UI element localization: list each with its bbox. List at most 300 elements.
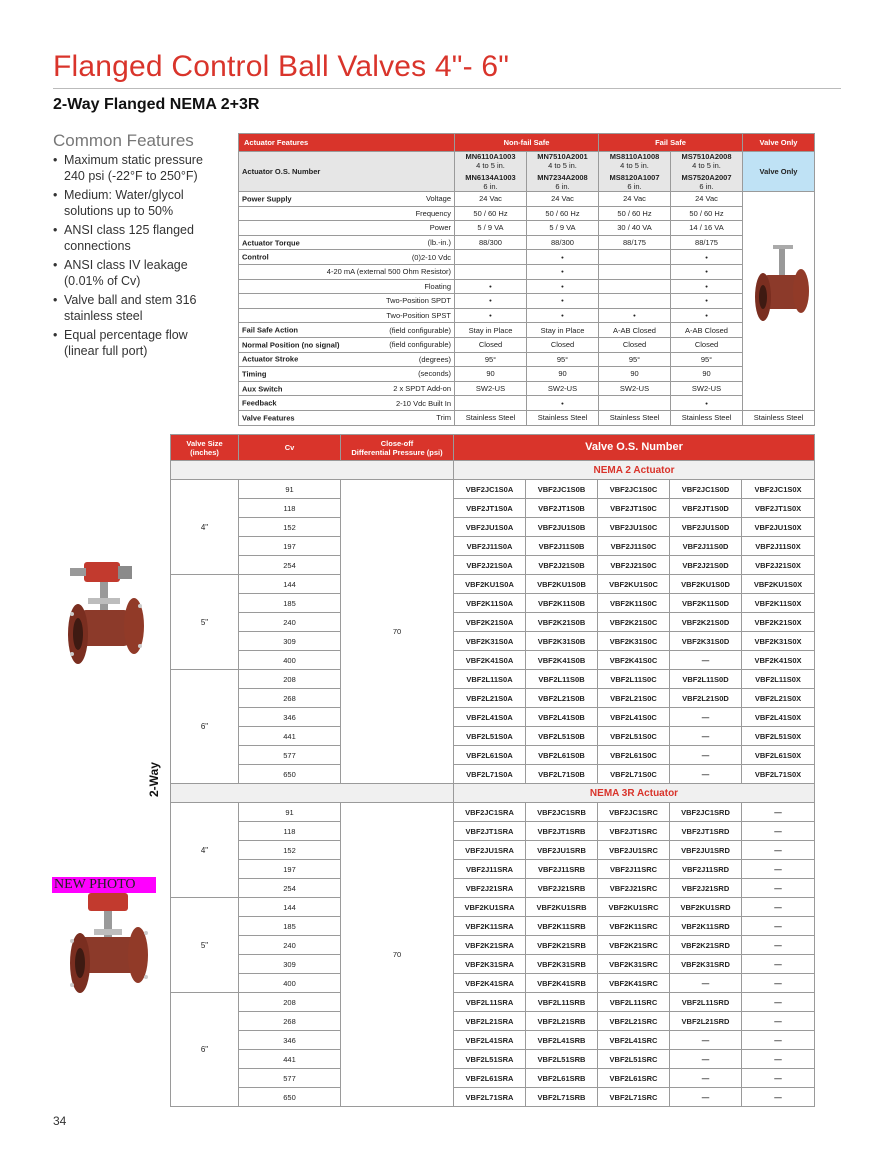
spec-cell: SW2-US: [599, 381, 671, 396]
spec-cell: [599, 396, 671, 411]
part-number-cell: VBF2K21S0B: [526, 613, 598, 632]
part-number-cell: —: [742, 1031, 815, 1050]
part-number-cell: VBF2JC1SRC: [598, 803, 670, 822]
part-number-cell: VBF2JC1SRB: [526, 803, 598, 822]
table-row: [171, 1088, 815, 1107]
part-number-cell: VBF2L41SRB: [526, 1031, 598, 1050]
spec-cell: [455, 396, 527, 411]
spec-row-label: Normal Position (no signal): [242, 340, 340, 350]
spec-cell: Stainless Steel: [671, 410, 743, 425]
spec-os-row: [239, 152, 815, 192]
part-number-cell: VBF2J21SRA: [454, 879, 526, 898]
spec-cell: 90: [455, 367, 527, 382]
os-top-sub: 4 to 5 in.: [548, 161, 577, 170]
part-number-cell: VBF2K11S0B: [526, 594, 598, 613]
spec-row-label: Feedback: [242, 398, 277, 408]
cv-cell: 152: [239, 518, 341, 537]
part-number-cell: VBF2L41SRA: [454, 1031, 526, 1050]
part-number-cell: VBF2L51SRC: [598, 1050, 670, 1069]
part-number-cell: VBF2K31S0X: [742, 632, 815, 651]
part-number-cell: VBF2L51SRA: [454, 1050, 526, 1069]
actuator-os-number: [455, 152, 527, 192]
part-number-cell: VBF2L21S0D: [670, 689, 742, 708]
part-number-cell: —: [742, 993, 815, 1012]
spec-row-label-cell: [239, 279, 455, 294]
spec-cell: •: [671, 279, 743, 294]
close-off-cell: 70: [341, 803, 454, 1107]
spec-row-desc: (lb.-in.): [427, 238, 451, 248]
part-number-cell: VBF2K11S0C: [598, 594, 670, 613]
spec-cell: 95°: [671, 352, 743, 367]
part-number-cell: VBF2L41S0C: [598, 708, 670, 727]
spec-cell: 50 / 60 Hz: [455, 206, 527, 221]
spec-cell: Stainless Steel: [455, 410, 527, 425]
spec-row: [239, 352, 815, 367]
spec-row-label-cell: [239, 367, 455, 382]
valve-part-number-table: [170, 434, 815, 1107]
part-number-cell: VBF2JC1SRD: [670, 803, 742, 822]
spec-row-desc: (0)2-10 Vdc: [411, 252, 451, 262]
part-number-cell: VBF2J11SRD: [670, 860, 742, 879]
os-top-sub: 4 to 5 in.: [620, 161, 649, 170]
part-number-cell: —: [670, 1050, 742, 1069]
valve-size-cell: 6": [171, 670, 239, 784]
part-number-cell: VBF2L21SRB: [526, 1012, 598, 1031]
part-number-cell: VBF2L61S0A: [454, 746, 526, 765]
feature-item: • Valve ball and stem 316 stainless steel: [53, 292, 223, 324]
part-number-cell: VBF2L51SRB: [526, 1050, 598, 1069]
part-number-cell: VBF2L11SRB: [526, 993, 598, 1012]
part-number-cell: —: [742, 936, 815, 955]
spec-cell: 88/300: [527, 235, 599, 250]
feature-item: • ANSI class IV leakage (0.01% of Cv): [53, 257, 223, 289]
part-number-cell: —: [742, 803, 815, 822]
part-number-cell: —: [742, 1088, 815, 1107]
part-number-cell: VBF2L21SRC: [598, 1012, 670, 1031]
part-number-cell: VBF2J11S0D: [670, 537, 742, 556]
part-number-cell: VBF2KU1SRC: [598, 898, 670, 917]
part-number-cell: VBF2L71SRA: [454, 1088, 526, 1107]
cv-cell: 144: [239, 575, 341, 594]
spec-row-label: Power Supply: [242, 194, 292, 204]
part-number-cell: VBF2K31S0A: [454, 632, 526, 651]
section-row: [171, 461, 815, 480]
part-number-cell: VBF2L51S0B: [526, 727, 598, 746]
part-number-cell: VBF2KU1S0D: [670, 575, 742, 594]
table-row: [171, 575, 815, 594]
cv-cell: 309: [239, 955, 341, 974]
spec-row: [239, 367, 815, 382]
spec-cell: Closed: [671, 337, 743, 352]
part-number-cell: VBF2J21S0A: [454, 556, 526, 575]
part-number-cell: VBF2J21SRC: [598, 879, 670, 898]
spec-row-desc: Power: [429, 223, 451, 233]
part-number-cell: VBF2JU1S0X: [742, 518, 815, 537]
part-number-cell: VBF2K11S0D: [670, 594, 742, 613]
table-row: [171, 993, 815, 1012]
feature-item: • Equal percentage flow (linear full port): [53, 327, 223, 359]
os-top: MN7510A2001: [537, 152, 588, 161]
part-number-cell: —: [742, 860, 815, 879]
spec-cell: 88/175: [671, 235, 743, 250]
part-number-cell: VBF2K41S0B: [526, 651, 598, 670]
actuator-spec-table: [238, 133, 815, 426]
cv-cell: 197: [239, 860, 341, 879]
part-number-cell: VBF2K41SRB: [526, 974, 598, 993]
spec-cell: SW2-US: [527, 381, 599, 396]
part-number-cell: VBF2J11SRB: [526, 860, 598, 879]
part-number-cell: —: [742, 917, 815, 936]
part-number-cell: VBF2L21SRA: [454, 1012, 526, 1031]
valve-only-image-cell: [743, 192, 815, 411]
spec-row: [239, 264, 815, 279]
cv-cell: 346: [239, 1031, 341, 1050]
cv-cell: 254: [239, 879, 341, 898]
part-number-cell: VBF2JU1S0A: [454, 518, 526, 537]
part-number-cell: VBF2L11S0X: [742, 670, 815, 689]
part-number-cell: VBF2JU1SRA: [454, 841, 526, 860]
part-number-cell: VBF2K11SRD: [670, 917, 742, 936]
spec-cell: 24 Vac: [671, 192, 743, 207]
cv-cell: 254: [239, 556, 341, 575]
part-number-cell: VBF2L71SRC: [598, 1088, 670, 1107]
table-row: [171, 1050, 815, 1069]
spec-cell: •: [455, 279, 527, 294]
table-row: [171, 518, 815, 537]
spec-cell: 90: [671, 367, 743, 382]
part-number-cell: VBF2L21S0A: [454, 689, 526, 708]
title-divider: [53, 88, 841, 89]
cv-cell: 650: [239, 765, 341, 784]
spec-row-label: Actuator Torque: [242, 238, 300, 248]
os-bot: MS8120A1007: [609, 173, 660, 182]
part-number-cell: VBF2K11S0X: [742, 594, 815, 613]
spec-row-desc: 4-20 mA (external 500 Ohm Resistor): [326, 267, 451, 277]
spec-cell: 88/175: [599, 235, 671, 250]
spec-cell: •: [527, 294, 599, 309]
valve-size-cell: 6": [171, 993, 239, 1107]
spec-row-label-cell: [239, 323, 455, 338]
table-row: [171, 917, 815, 936]
cv-cell: 268: [239, 689, 341, 708]
part-number-cell: VBF2K11SRB: [526, 917, 598, 936]
part-number-cell: VBF2KU1SRA: [454, 898, 526, 917]
spec-row-label-cell: [239, 381, 455, 396]
table-row: [171, 651, 815, 670]
table-row: [171, 537, 815, 556]
part-number-cell: —: [670, 765, 742, 784]
valve-size-cell: 4": [171, 803, 239, 898]
part-number-cell: VBF2J21S0X: [742, 556, 815, 575]
part-number-cell: VBF2JU1S0D: [670, 518, 742, 537]
cv-cell: 197: [239, 537, 341, 556]
spec-cell: 24 Vac: [455, 192, 527, 207]
part-number-cell: VBF2K11S0A: [454, 594, 526, 613]
part-number-cell: VBF2JU1SRC: [598, 841, 670, 860]
part-number-cell: VBF2K21SRB: [526, 936, 598, 955]
part-number-cell: —: [670, 708, 742, 727]
section-title: NEMA 2 Actuator: [454, 461, 815, 480]
part-number-cell: VBF2K41SRC: [598, 974, 670, 993]
spec-row: [239, 308, 815, 323]
part-number-cell: VBF2K21SRD: [670, 936, 742, 955]
spec-cell: •: [599, 308, 671, 323]
part-number-cell: VBF2L41S0A: [454, 708, 526, 727]
cv-cell: 400: [239, 974, 341, 993]
cv-cell: 577: [239, 746, 341, 765]
part-number-cell: —: [742, 955, 815, 974]
part-number-cell: —: [742, 841, 815, 860]
spec-row-desc: (field configurable): [389, 340, 451, 350]
spec-cell: Closed: [599, 337, 671, 352]
table-row: [171, 689, 815, 708]
part-number-cell: —: [670, 974, 742, 993]
spec-cell: 14 / 16 VA: [671, 221, 743, 236]
spec-cell: [455, 264, 527, 279]
spec-row: [239, 192, 815, 207]
spec-cell: •: [455, 294, 527, 309]
cv-cell: 208: [239, 670, 341, 689]
part-number-cell: VBF2L71SRB: [526, 1088, 598, 1107]
actuator-os-number: [527, 152, 599, 192]
part-number-cell: —: [742, 974, 815, 993]
spec-cell: Stainless Steel: [527, 410, 599, 425]
part-number-cell: VBF2K31SRC: [598, 955, 670, 974]
pn-header-row: [171, 435, 815, 461]
spec-cell: Closed: [455, 337, 527, 352]
os-top: MS8110A1008: [609, 152, 660, 161]
part-number-cell: VBF2JT1S0D: [670, 499, 742, 518]
part-number-cell: —: [742, 822, 815, 841]
part-number-cell: VBF2L11SRA: [454, 993, 526, 1012]
part-number-cell: VBF2L21S0B: [526, 689, 598, 708]
header-close-off: Close-off Differential Pressure (psi): [341, 435, 454, 461]
spec-row-label: Aux Switch: [242, 384, 283, 394]
part-number-cell: VBF2K31S0D: [670, 632, 742, 651]
part-number-cell: —: [670, 746, 742, 765]
cv-cell: 441: [239, 727, 341, 746]
valve-size-cell: 5": [171, 898, 239, 993]
table-row: [171, 613, 815, 632]
spec-cell: Stay in Place: [455, 323, 527, 338]
spec-row-desc: Trim: [436, 413, 451, 423]
spec-cell: 5 / 9 VA: [455, 221, 527, 236]
cv-cell: 152: [239, 841, 341, 860]
valve-only-photo: [749, 245, 809, 355]
new-photo-placeholder-label: NEW PHOTO: [52, 877, 156, 893]
part-number-cell: VBF2L11SRD: [670, 993, 742, 1012]
table-row: [171, 480, 815, 499]
part-number-cell: VBF2J11S0B: [526, 537, 598, 556]
part-number-cell: VBF2JC1S0A: [454, 480, 526, 499]
part-number-cell: VBF2L61S0C: [598, 746, 670, 765]
part-number-cell: —: [742, 879, 815, 898]
part-number-cell: VBF2L61SRC: [598, 1069, 670, 1088]
part-number-cell: VBF2L21S0C: [598, 689, 670, 708]
part-number-cell: —: [742, 1050, 815, 1069]
spec-row-label: Timing: [242, 369, 267, 379]
valve-only-label: Valve Only: [743, 152, 815, 192]
part-number-cell: VBF2KU1S0X: [742, 575, 815, 594]
header-fail-safe: Fail Safe: [599, 134, 743, 152]
spec-row-label-cell: [239, 410, 455, 425]
spec-header-row: [239, 134, 815, 152]
part-number-cell: —: [742, 1069, 815, 1088]
part-number-cell: VBF2K31SRA: [454, 955, 526, 974]
spec-cell: SW2-US: [455, 381, 527, 396]
part-number-cell: VBF2KU1SRD: [670, 898, 742, 917]
spec-row: [239, 396, 815, 411]
part-number-cell: VBF2JU1SRB: [526, 841, 598, 860]
part-number-cell: VBF2J11S0X: [742, 537, 815, 556]
feature-item: • ANSI class 125 flanged connections: [53, 222, 223, 254]
spec-row: [239, 294, 815, 309]
part-number-cell: VBF2J11SRC: [598, 860, 670, 879]
part-number-cell: VBF2K21SRA: [454, 936, 526, 955]
spec-cell: Stainless Steel: [599, 410, 671, 425]
actuator-os-label: Actuator O.S. Number: [239, 152, 455, 192]
part-number-cell: VBF2K21S0C: [598, 613, 670, 632]
os-bot-sub: 6 in.: [699, 182, 714, 191]
spec-row-label-cell: [239, 250, 455, 265]
table-row: [171, 860, 815, 879]
part-number-cell: VBF2K31SRB: [526, 955, 598, 974]
spec-cell: 50 / 60 Hz: [527, 206, 599, 221]
page-number: 34: [53, 1114, 67, 1128]
part-number-cell: VBF2L51S0X: [742, 727, 815, 746]
spec-row-desc: Two-Position SPST: [386, 311, 451, 321]
spec-row-desc: Two-Position SPDT: [385, 296, 451, 306]
part-number-cell: VBF2KU1S0A: [454, 575, 526, 594]
part-number-cell: VBF2KU1SRB: [526, 898, 598, 917]
table-row: [171, 746, 815, 765]
spec-row-label-cell: [239, 294, 455, 309]
part-number-cell: VBF2JU1S0C: [598, 518, 670, 537]
part-number-cell: VBF2K41SRA: [454, 974, 526, 993]
part-number-cell: VBF2K31S0B: [526, 632, 598, 651]
spec-cell: [599, 250, 671, 265]
header-actuator-features: Actuator Features: [239, 134, 455, 152]
spec-cell: 50 / 60 Hz: [599, 206, 671, 221]
table-row: [171, 499, 815, 518]
table-row: [171, 898, 815, 917]
spec-cell: 90: [599, 367, 671, 382]
part-number-cell: VBF2L41S0B: [526, 708, 598, 727]
part-number-cell: VBF2JC1S0C: [598, 480, 670, 499]
spec-row-label-cell: [239, 396, 455, 411]
spec-cell: 30 / 40 VA: [599, 221, 671, 236]
part-number-cell: VBF2JT1SRA: [454, 822, 526, 841]
part-number-cell: VBF2JT1S0A: [454, 499, 526, 518]
part-number-cell: VBF2K31SRD: [670, 955, 742, 974]
part-number-cell: VBF2L11S0D: [670, 670, 742, 689]
spec-cell: •: [671, 294, 743, 309]
section-title: NEMA 3R Actuator: [454, 784, 815, 803]
part-number-cell: —: [670, 727, 742, 746]
table-row: [171, 632, 815, 651]
part-number-cell: VBF2L61SRA: [454, 1069, 526, 1088]
valve-size-cell: 5": [171, 575, 239, 670]
spec-cell: [455, 250, 527, 265]
common-features-heading: Common Features: [53, 131, 194, 150]
part-number-cell: VBF2J21S0D: [670, 556, 742, 575]
spec-cell: [599, 294, 671, 309]
table-row: [171, 765, 815, 784]
cv-cell: 185: [239, 594, 341, 613]
spec-row-label: Control: [242, 252, 269, 262]
part-number-cell: VBF2JC1S0D: [670, 480, 742, 499]
page-title: Flanged Control Ball Valves 4"- 6": [53, 50, 510, 83]
part-number-cell: VBF2J21S0C: [598, 556, 670, 575]
spec-row-desc: (seconds): [418, 369, 451, 379]
cv-cell: 240: [239, 613, 341, 632]
part-number-cell: —: [742, 1012, 815, 1031]
part-number-cell: VBF2JU1SRD: [670, 841, 742, 860]
part-number-cell: VBF2K41S0C: [598, 651, 670, 670]
two-way-side-label: 2-Way: [147, 762, 161, 797]
part-number-cell: —: [670, 1088, 742, 1107]
part-number-cell: VBF2JC1SRA: [454, 803, 526, 822]
spec-row-desc: (field configurable): [389, 325, 451, 335]
spec-cell: [599, 279, 671, 294]
spec-cell: Closed: [527, 337, 599, 352]
spec-cell: •: [455, 308, 527, 323]
table-row: [171, 708, 815, 727]
cv-cell: 144: [239, 898, 341, 917]
spec-row-label-cell: [239, 337, 455, 352]
spec-row: [239, 279, 815, 294]
cv-cell: 118: [239, 499, 341, 518]
spec-row-label-cell: [239, 308, 455, 323]
part-number-cell: VBF2L71S0C: [598, 765, 670, 784]
spec-cell: Stainless Steel: [743, 410, 815, 425]
os-bot-sub: 6 in.: [483, 182, 498, 191]
table-row: [171, 803, 815, 822]
part-number-cell: —: [670, 1069, 742, 1088]
part-number-cell: VBF2JC1S0X: [742, 480, 815, 499]
table-row: [171, 1012, 815, 1031]
part-number-cell: —: [670, 651, 742, 670]
os-bot: MN6134A1003: [465, 173, 516, 182]
os-bot: MN7234A2008: [537, 173, 588, 182]
feature-item: • Maximum static pressure 240 psi (-22°F to 250°F): [53, 152, 223, 184]
part-number-cell: VBF2L11S0B: [526, 670, 598, 689]
os-bot-sub: 6 in.: [627, 182, 642, 191]
part-number-cell: VBF2L51S0A: [454, 727, 526, 746]
spec-cell: •: [527, 308, 599, 323]
spec-row: [239, 250, 815, 265]
spec-cell: [599, 264, 671, 279]
part-number-cell: VBF2K11SRA: [454, 917, 526, 936]
part-number-cell: VBF2L21SRD: [670, 1012, 742, 1031]
section-blank: [171, 784, 454, 803]
part-number-cell: VBF2L71S0X: [742, 765, 815, 784]
part-number-cell: VBF2L11S0A: [454, 670, 526, 689]
part-number-cell: VBF2J11SRA: [454, 860, 526, 879]
spec-row: [239, 323, 815, 338]
spec-row-label: Valve Features: [242, 413, 295, 423]
part-number-cell: VBF2L21S0X: [742, 689, 815, 708]
spec-cell: •: [527, 396, 599, 411]
table-row: [171, 974, 815, 993]
spec-cell: •: [527, 264, 599, 279]
spec-row-label: Actuator Stroke: [242, 354, 299, 364]
part-number-cell: VBF2JT1S0B: [526, 499, 598, 518]
part-number-cell: VBF2J11S0C: [598, 537, 670, 556]
part-number-cell: VBF2L11S0C: [598, 670, 670, 689]
table-row: [171, 1069, 815, 1088]
part-number-cell: VBF2K21S0X: [742, 613, 815, 632]
